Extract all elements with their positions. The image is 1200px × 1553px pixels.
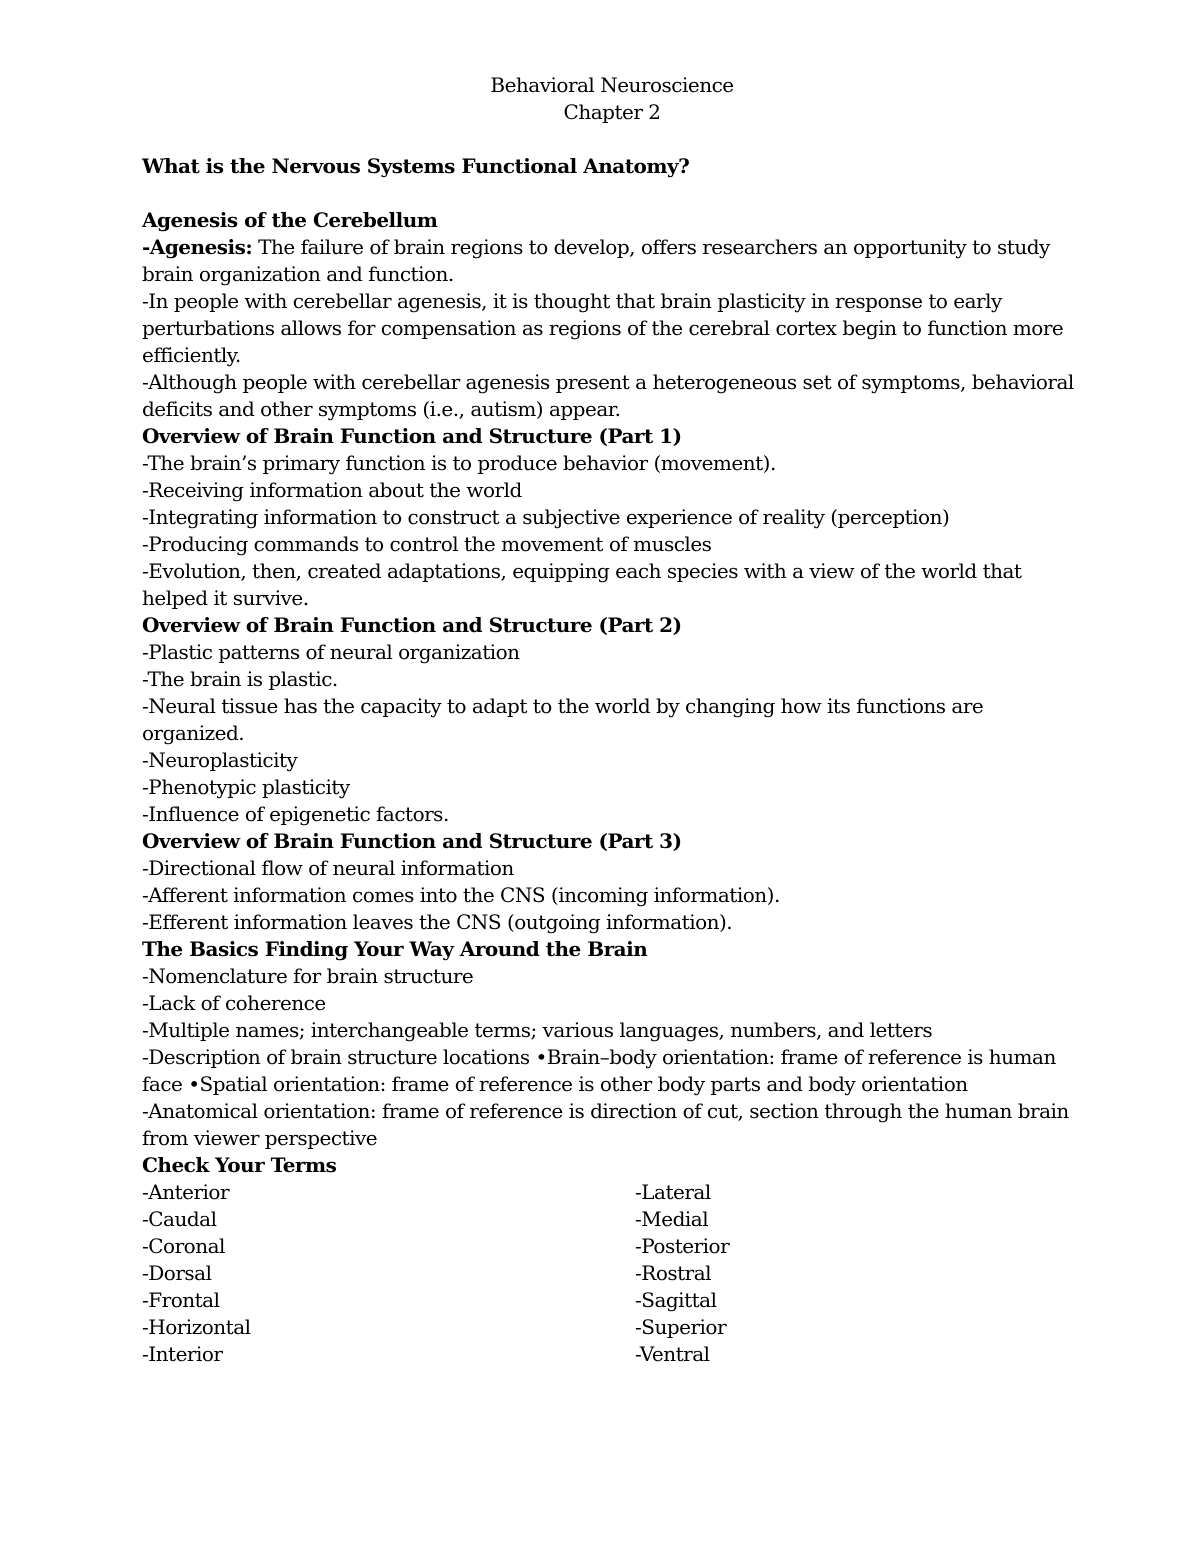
term-item: -Dorsal	[142, 1261, 212, 1285]
terms-column-right	[635, 1179, 1075, 1368]
main-question: What is the Nervous Systems Functional Anatomy?	[142, 154, 690, 178]
term-item: -Interior	[142, 1342, 223, 1366]
paragraph	[142, 234, 1082, 288]
section-heading: Overview of Brain Function and Structure (Part 1)	[142, 424, 682, 448]
paragraph: -Integrating information to construct a subjective experience of reality (perception)	[142, 505, 950, 529]
section-heading: Overview of Brain Function and Structure (Part 3)	[142, 829, 682, 853]
terms-list	[142, 1179, 1082, 1368]
paragraph: -Lack of coherence	[142, 991, 326, 1015]
paragraph: -Plastic patterns of neural organization	[142, 640, 520, 664]
section-heading: The Basics Finding Your Way Around the Brain	[142, 937, 648, 961]
section-check-terms	[142, 1152, 1082, 1368]
term-item: -Sagittal	[635, 1288, 717, 1312]
paragraph: -The brain’s primary function is to produce behavior (movement).	[142, 451, 776, 475]
paragraph: -Afferent information comes into the CNS (incoming information).	[142, 883, 780, 907]
paragraph: -The brain is plastic.	[142, 667, 338, 691]
terms-column-left	[142, 1179, 635, 1368]
term-item: -Ventral	[635, 1342, 710, 1366]
section-heading: Agenesis of the Cerebellum	[142, 208, 438, 232]
paragraph: -Anatomical orientation: frame of reference is direction of cut, section through the human brain from viewer perspective	[142, 1099, 1069, 1150]
document-page	[142, 72, 1082, 1368]
paragraph: -Evolution, then, created adaptations, equipping each species with a view of the world that helped it survive.	[142, 559, 1022, 610]
paragraph: -Nomenclature for brain structure	[142, 964, 474, 988]
term-item: -Caudal	[142, 1207, 217, 1231]
section-heading: Check Your Terms	[142, 1153, 337, 1177]
section-agenesis	[142, 207, 1082, 423]
paragraph: -Multiple names; interchangeable terms; various languages, numbers, and letters	[142, 1018, 933, 1042]
section-overview-part-3	[142, 828, 1082, 936]
section-overview-part-1	[142, 423, 1082, 612]
paragraph: -Influence of epigenetic factors.	[142, 802, 449, 826]
section-basics	[142, 936, 1082, 1152]
course-title: Behavioral Neuroscience	[490, 73, 734, 97]
paragraph: -Producing commands to control the movement of muscles	[142, 532, 712, 556]
term-item: -Rostral	[635, 1261, 712, 1285]
term-item: -Medial	[635, 1207, 709, 1231]
paragraph: -Neural tissue has the capacity to adapt to the world by changing how its functions are organized.	[142, 694, 984, 745]
term-item: -Frontal	[142, 1288, 220, 1312]
section-overview-part-2	[142, 612, 1082, 828]
term-item: -Anterior	[142, 1180, 230, 1204]
paragraph: -Description of brain structure locations •Brain–body orientation: frame of reference is human face •Spatial orientation: frame of reference is other body parts and body orientation	[142, 1045, 1056, 1096]
paragraph: -Receiving information about the world	[142, 478, 522, 502]
paragraph: -Phenotypic plasticity	[142, 775, 350, 799]
paragraph: -In people with cerebellar agenesis, it is thought that brain plasticity in response to early perturbations allows for compensation as regions of the cerebral cortex begin to function more efficiently.	[142, 289, 1064, 367]
term-item: -Coronal	[142, 1234, 225, 1258]
chapter-title: Chapter 2	[563, 100, 661, 124]
term-item: -Superior	[635, 1315, 727, 1339]
paragraph-text: The failure of brain regions to develop, offers researchers an opportunity to study brain organization and function.	[142, 235, 1050, 286]
paragraph: -Directional flow of neural information	[142, 856, 514, 880]
paragraph: -Neuroplasticity	[142, 748, 298, 772]
term-item: -Posterior	[635, 1234, 730, 1258]
paragraph: -Efferent information leaves the CNS (outgoing information).	[142, 910, 733, 934]
term-item: -Lateral	[635, 1180, 711, 1204]
paragraph: -Although people with cerebellar agenesis present a heterogeneous set of symptoms, behavioral deficits and other symptoms (i.e., autism) appear.	[142, 370, 1074, 421]
section-heading: Overview of Brain Function and Structure (Part 2)	[142, 613, 682, 637]
term-lead: -Agenesis:	[142, 235, 253, 259]
term-item: -Horizontal	[142, 1315, 251, 1339]
